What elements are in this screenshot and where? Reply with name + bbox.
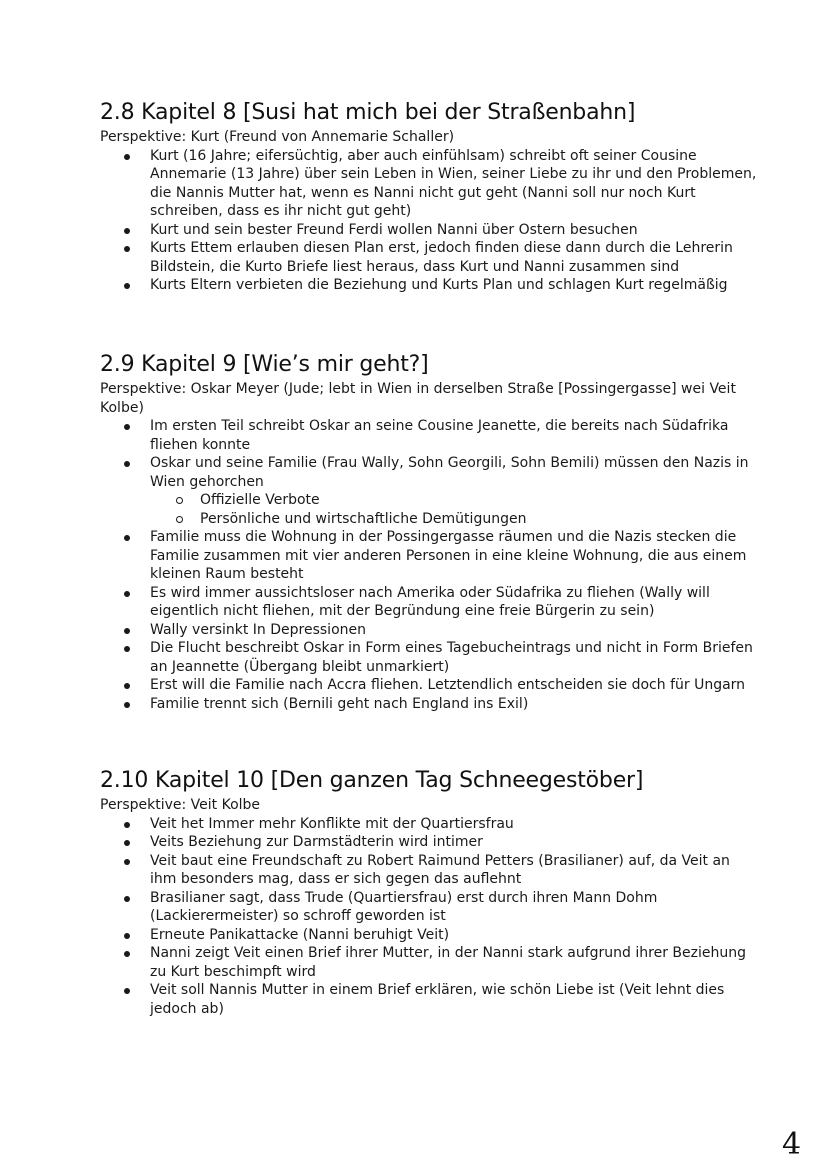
list-item: Die Flucht beschreibt Oskar in Form eines Tagebucheintrags und nicht in Form Briefen an Jeannette (Übergang bleibt unmarkiert) xyxy=(150,639,760,676)
bullet-list xyxy=(100,815,760,1019)
list-item: Im ersten Teil schreibt Oskar an seine Cousine Jeanette, die bereits nach Südafrika fliehen konnte xyxy=(150,417,760,454)
page-number: 4 xyxy=(782,1127,802,1162)
section-heading: 2.9 Kapitel 9 [Wie’s mir geht?] xyxy=(100,352,429,377)
sub-bullet-list xyxy=(150,491,760,528)
list-item: Es wird immer aussichtsloser nach Amerika oder Südafrika zu fliehen (Wally will eigentlich nicht fliehen, mit der Begründung eine freie Bürgerin zu sein) xyxy=(150,584,760,621)
perspective-line: Perspektive: Veit Kolbe xyxy=(100,797,261,813)
list-item: Erst will die Familie nach Accra fliehen. Letztendlich entscheiden sie doch für Ungarn xyxy=(150,676,760,695)
section-chapter-9 xyxy=(100,350,760,713)
list-item: Veit soll Nannis Mutter in einem Brief erklären, wie schön Liebe ist (Veit lehnt dies jedoch ab) xyxy=(150,981,760,1018)
list-item: Kurt und sein bester Freund Ferdi wollen Nanni über Ostern besuchen xyxy=(150,221,760,240)
sub-list-item: Offizielle Verbote xyxy=(200,491,760,510)
list-item: Erneute Panikattacke (Nanni beruhigt Veit) xyxy=(150,926,760,945)
list-item: Veits Beziehung zur Darmstädterin wird intimer xyxy=(150,833,760,852)
section-chapter-8 xyxy=(100,98,760,295)
list-item: Kurt (16 Jahre; eifersüchtig, aber auch einfühlsam) schreibt oft seiner Cousine Annemarie (13 Jahre) über sein Leben in Wien, seiner Liebe zu ihr und den Problemen, die Nannis Mutter hat, wenn es Nanni nicht gut geht (Nanni soll nur noch Kurt schreiben, dass es ihr nicht gut geht) xyxy=(150,147,760,221)
list-item-text: Oskar und seine Familie (Frau Wally, Sohn Georgili, Sohn Bemili) müssen den Nazis in Wien gehorchen xyxy=(150,455,749,490)
perspective-line: Perspektive: Oskar Meyer (Jude; lebt in Wien in derselben Straße [Possingergasse] wei Veit Kolbe) xyxy=(100,381,736,416)
list-item xyxy=(150,454,760,528)
list-item: Veit het Immer mehr Konflikte mit der Quartiersfrau xyxy=(150,815,760,834)
list-item: Kurts Ettem erlauben diesen Plan erst, jedoch finden diese dann durch die Lehrerin Bildstein, die Kurto Briefe liest heraus, dass Kurt und Nanni zusammen sind xyxy=(150,239,760,276)
section-chapter-10 xyxy=(100,766,760,1018)
bullet-list xyxy=(100,147,760,295)
bullet-list xyxy=(100,417,760,713)
perspective-line: Perspektive: Kurt (Freund von Annemarie Schaller) xyxy=(100,129,455,145)
list-item: Kurts Eltern verbieten die Beziehung und Kurts Plan und schlagen Kurt regelmäßig xyxy=(150,276,760,295)
sub-list-item: Persönliche und wirtschaftliche Demütigungen xyxy=(200,510,760,529)
section-heading: 2.10 Kapitel 10 [Den ganzen Tag Schneegestöber] xyxy=(100,768,644,793)
list-item: Veit baut eine Freundschaft zu Robert Raimund Petters (Brasilianer) auf, da Veit an ihm besonders mag, dass er sich gegen das auflehnt xyxy=(150,852,760,889)
list-item: Brasilianer sagt, dass Trude (Quartiersfrau) erst durch ihren Mann Dohm (Lackierermeister) so schroff geworden ist xyxy=(150,889,760,926)
list-item: Familie trennt sich (Bernili geht nach England ins Exil) xyxy=(150,695,760,714)
list-item: Familie muss die Wohnung in der Possingergasse räumen und die Nazis stecken die Familie zusammen mit vier anderen Personen in eine kleine Wohnung, die aus einem kleinen Raum besteht xyxy=(150,528,760,584)
list-item: Wally versinkt In Depressionen xyxy=(150,621,760,640)
list-item: Nanni zeigt Veit einen Brief ihrer Mutter, in der Nanni stark aufgrund ihrer Beziehung zu Kurt beschimpft wird xyxy=(150,944,760,981)
section-heading: 2.8 Kapitel 8 [Susi hat mich bei der Straßenbahn] xyxy=(100,100,636,125)
